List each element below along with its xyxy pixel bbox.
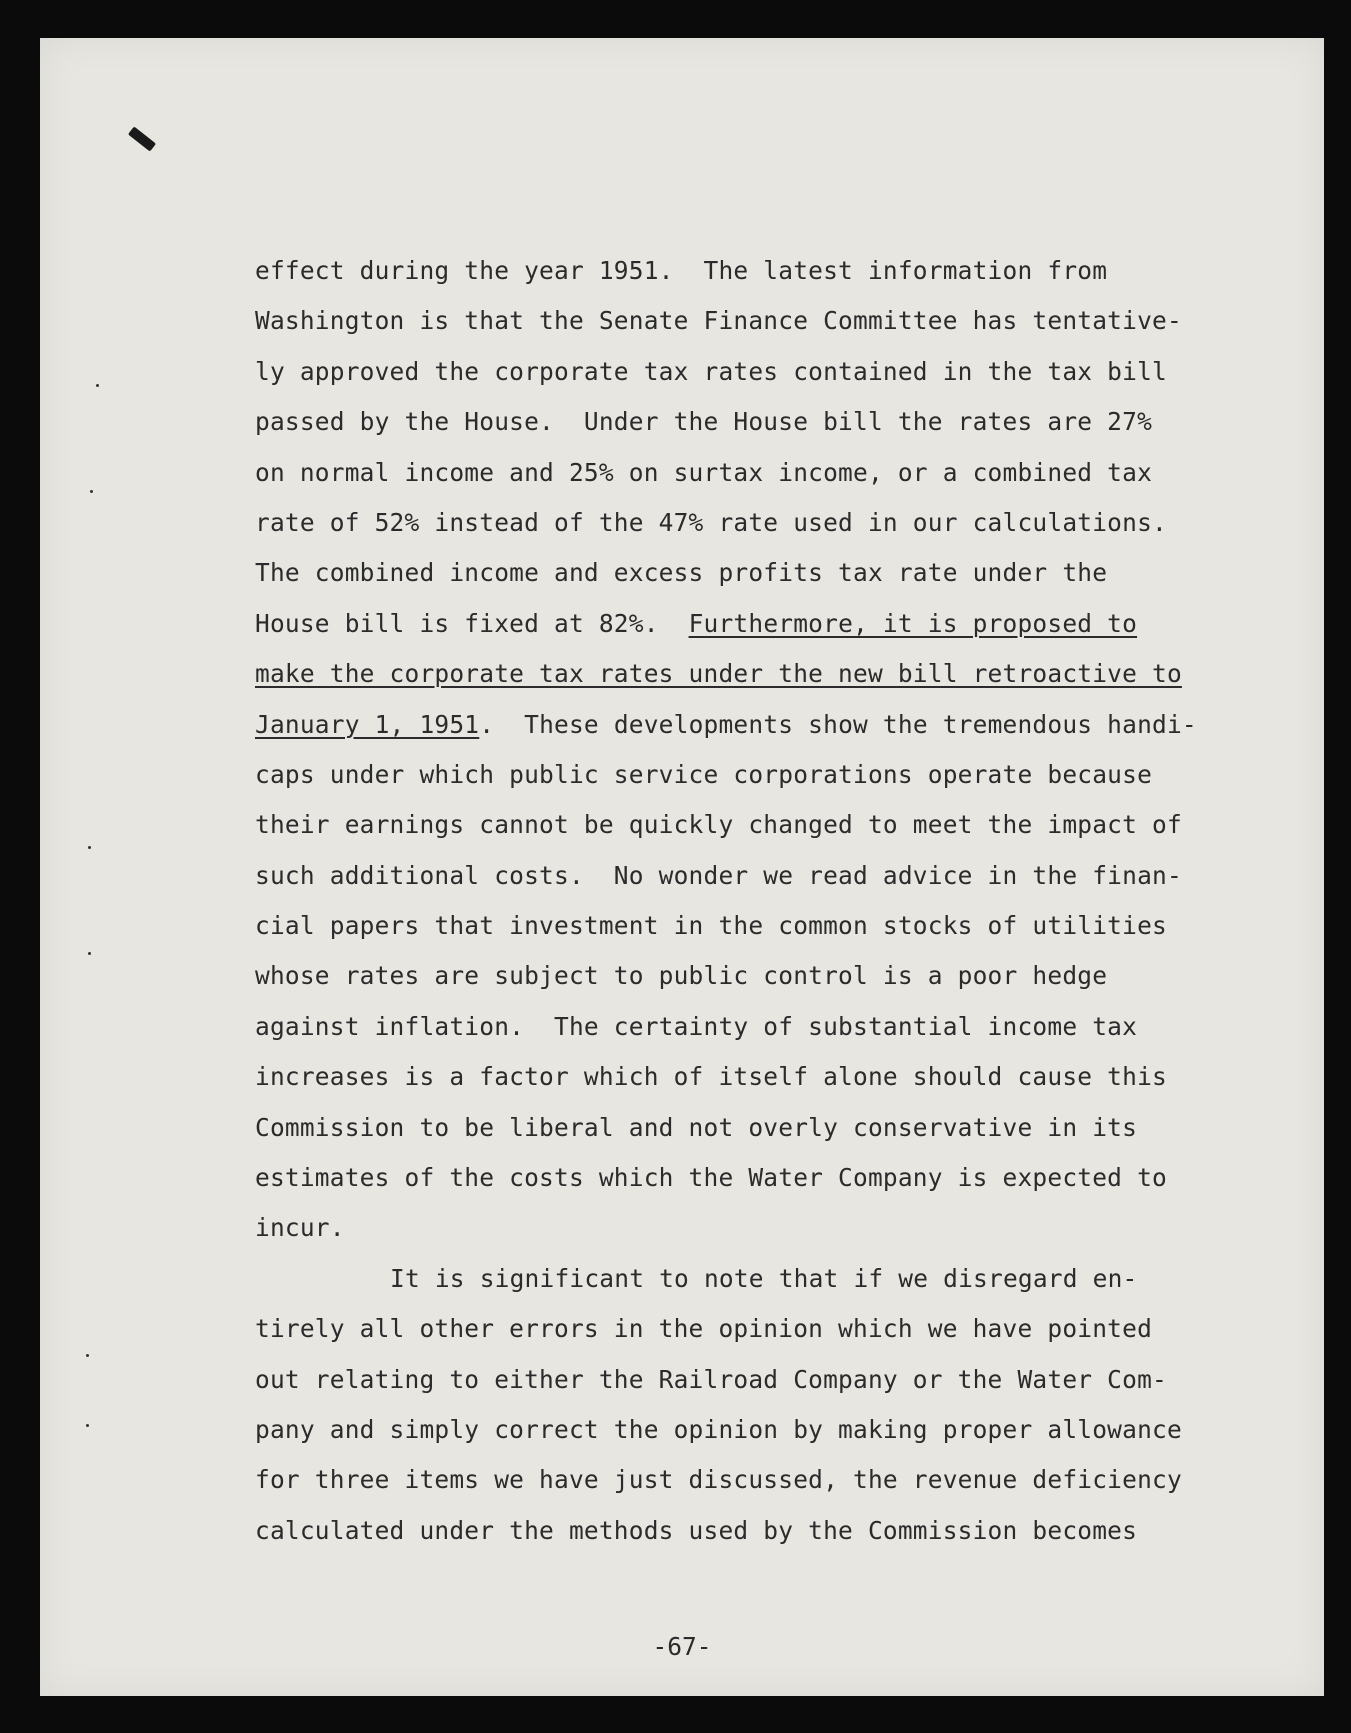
text-line: [255, 1002, 1255, 1052]
body-text: [255, 246, 1255, 1556]
text-segment: such additional costs. No wonder we read advice in the finan-: [255, 860, 1182, 890]
text-segment: pany and simply correct the opinion by making proper allowance: [255, 1414, 1182, 1444]
text-segment: tirely all other errors in the opinion which we have pointed: [255, 1314, 1153, 1344]
text-line: [255, 397, 1255, 447]
underlined-text: Furthermore, it is proposed to: [688, 608, 1138, 638]
text-line: [255, 1455, 1255, 1505]
text-line: [255, 296, 1255, 346]
underlined-text: January 1, 1951: [255, 709, 480, 739]
text-segment: passed by the House. Under the House bill the rates are 27%: [255, 407, 1153, 437]
margin-dot: [88, 952, 91, 955]
text-line: [255, 649, 1255, 699]
text-segment: incur.: [255, 1213, 345, 1243]
text-line: [255, 548, 1255, 598]
text-segment: Commission to be liberal and not overly conservative in its: [255, 1112, 1138, 1142]
page-number: -67-: [652, 1632, 712, 1661]
text-line: [255, 951, 1255, 1001]
text-segment: estimates of the costs which the Water Company is expected to: [255, 1163, 1167, 1193]
text-segment: rate of 52% instead of the 47% rate used in our calculations.: [255, 507, 1167, 537]
text-line: [255, 1405, 1255, 1455]
text-segment: whose rates are subject to public control is a poor hedge: [255, 961, 1108, 991]
text-line: [255, 1304, 1255, 1354]
text-segment: for three items we have just discussed, the revenue deficiency: [255, 1465, 1182, 1495]
text-segment: House bill is fixed at 82%.: [255, 608, 689, 638]
text-line: [255, 1506, 1255, 1556]
text-segment: . These developments show the tremendous handi-: [479, 709, 1197, 739]
text-line: [255, 1203, 1255, 1253]
text-segment: increases is a factor which of itself alone should cause this: [255, 1062, 1167, 1092]
text-line: [255, 1103, 1255, 1153]
margin-dot: [86, 1424, 89, 1427]
text-line: [255, 448, 1255, 498]
margin-dot: [90, 490, 93, 493]
text-line: [255, 246, 1255, 296]
margin-dot: [96, 384, 99, 387]
pen-mark: [128, 126, 156, 151]
text-line: [255, 750, 1255, 800]
text-segment: on normal income and 25% on surtax income, or a combined tax: [255, 457, 1153, 487]
text-segment: effect during the year 1951. The latest information from: [255, 256, 1108, 285]
text-segment: It is significant to note that if we disregard en-: [390, 1263, 1138, 1293]
text-line: [255, 851, 1255, 901]
text-line: [255, 599, 1255, 649]
text-line: [255, 800, 1255, 850]
text-segment: ly approved the corporate tax rates contained in the tax bill: [255, 356, 1167, 386]
margin-dot: [88, 846, 91, 849]
underlined-text: make the corporate tax rates under the new bill retroactive to: [255, 659, 1182, 689]
text-line: [255, 1355, 1255, 1405]
text-line: [255, 700, 1255, 750]
text-segment: against inflation. The certainty of substantial income tax: [255, 1011, 1138, 1041]
text-segment: out relating to either the Railroad Company or the Water Com-: [255, 1364, 1167, 1394]
text-line: [255, 1052, 1255, 1102]
text-line: [255, 901, 1255, 951]
text-segment: Washington is that the Senate Finance Committee has tentative-: [255, 306, 1182, 336]
document-page: [40, 38, 1324, 1696]
text-segment: caps under which public service corporations operate because: [255, 759, 1153, 789]
text-segment: cial papers that investment in the common stocks of utilities: [255, 911, 1167, 941]
text-line: [255, 1254, 1255, 1304]
text-segment: calculated under the methods used by the Commission becomes: [255, 1515, 1138, 1545]
text-line: [255, 1153, 1255, 1203]
text-segment: The combined income and excess profits tax rate under the: [255, 558, 1108, 588]
text-segment: their earnings cannot be quickly changed to meet the impact of: [255, 810, 1182, 840]
text-line: [255, 347, 1255, 397]
text-line: [255, 498, 1255, 548]
margin-dot: [86, 1354, 89, 1357]
